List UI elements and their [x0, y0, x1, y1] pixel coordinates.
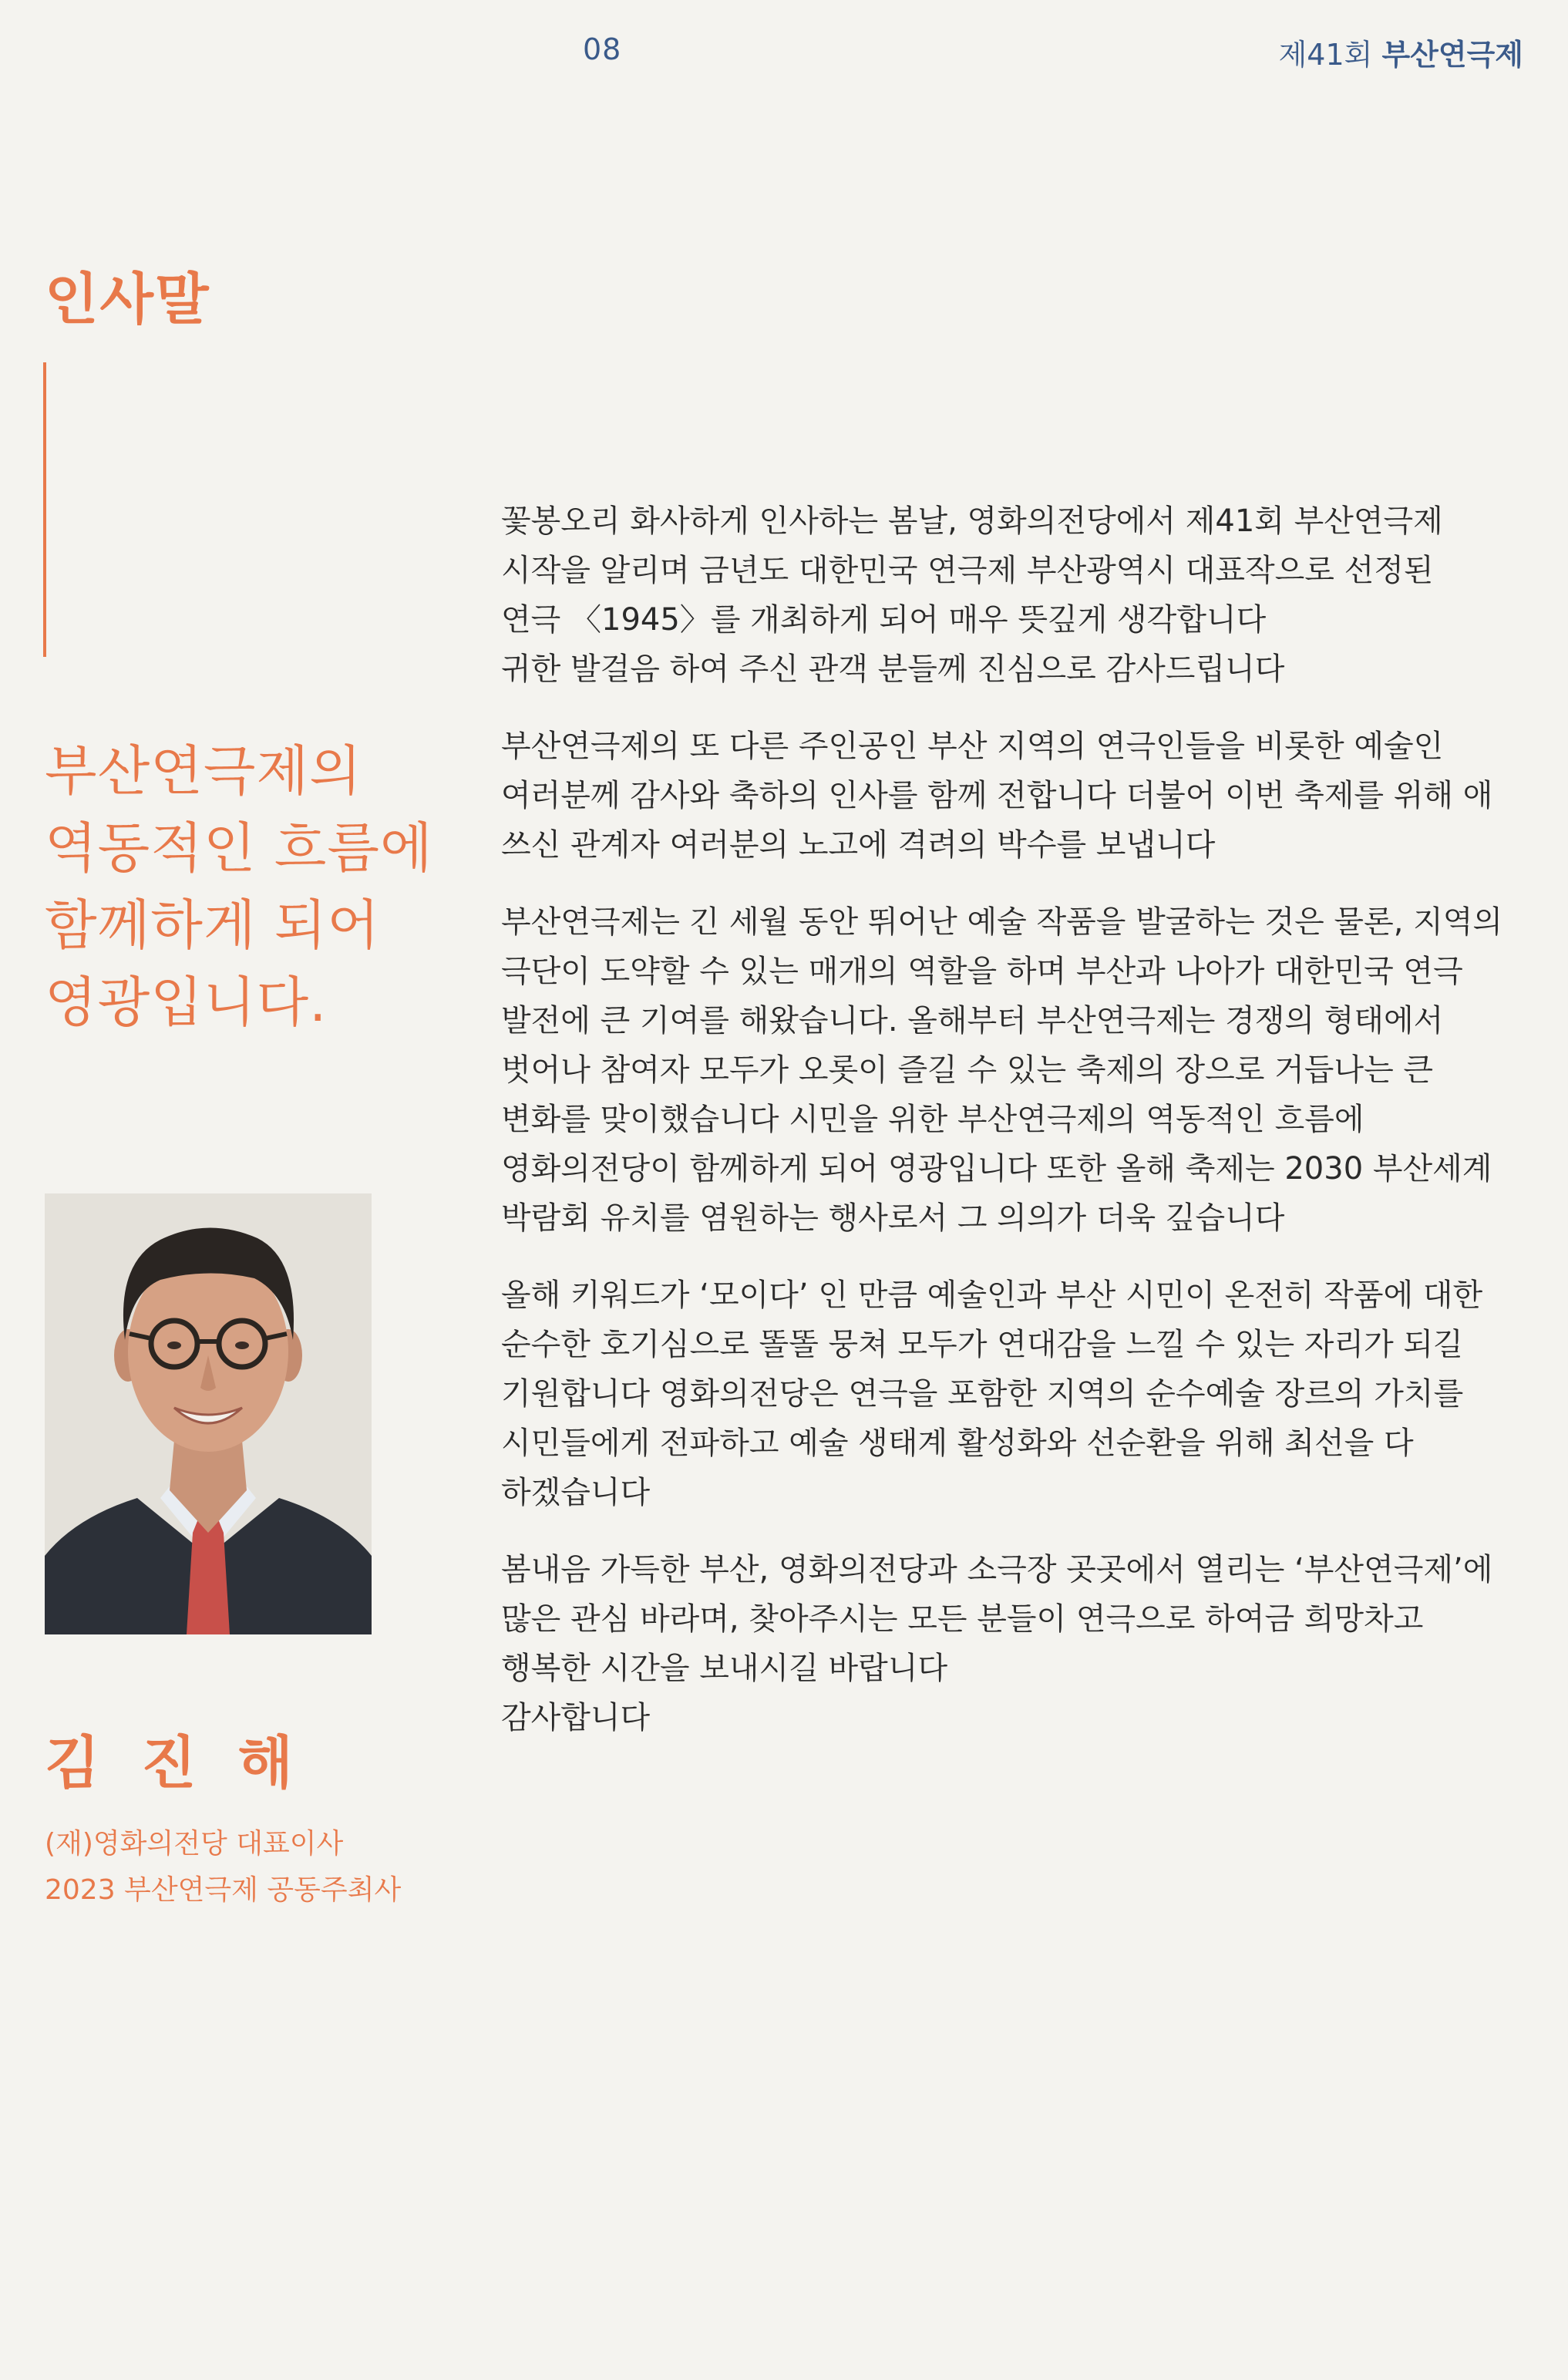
body-line: 박람회 유치를 염원하는 행사로서 그 의의가 더욱 깊습니다 [501, 1200, 1285, 1236]
body-line: 벗어나 참여자 모두가 오롯이 즐길 수 있는 축제의 장으로 거듭나는 큰 [501, 1052, 1434, 1088]
body-line: 부산연극제는 긴 세월 동안 뛰어난 예술 작품을 발굴하는 것은 물론, 지역의 [501, 904, 1503, 940]
body-line: 여러분께 감사와 축하의 인사를 함께 전합니다 더불어 이번 축제를 위해 애 [501, 778, 1493, 813]
pull-quote-line: 역동적인 흐름에 [45, 816, 433, 880]
speaker-role: (재)영화의전당 대표이사 [45, 1828, 344, 1860]
pull-quote [45, 732, 461, 1041]
body-line: 극단이 도약할 수 있는 매개의 역할을 하며 부산과 나아가 대한민국 연극 [501, 954, 1463, 989]
body-line: 기원합니다 영화의전당은 연극을 포함한 지역의 순수예술 장르의 가치를 [501, 1376, 1464, 1412]
event-edition: 제41회 [1278, 38, 1382, 72]
page-number: 08 [583, 32, 622, 66]
speaker-role-secondary: 2023 부산연극제 공동주최사 [45, 1874, 402, 1906]
body-paragraph [501, 1545, 1534, 1742]
body-paragraph [501, 897, 1534, 1243]
body-line: 변화를 맞이했습니다 시민을 위한 부산연극제의 역동적인 흐름에 [501, 1102, 1364, 1137]
body-line: 시민들에게 전파하고 예술 생태계 활성화와 선순환을 위해 최선을 다 [501, 1426, 1414, 1461]
body-line: 감사합니다 [501, 1700, 651, 1735]
event-name: 부산연극제 [1381, 38, 1523, 72]
accent-bar [43, 362, 46, 657]
body-line: 올해 키워드가 ‘모이다’ 인 만큼 예술인과 부산 시민이 온전히 작품에 대한 [501, 1278, 1483, 1313]
body-line: 부산연극제의 또 다른 주인공인 부산 지역의 연극인들을 비롯한 예술인 [501, 729, 1444, 764]
body-line: 시작을 알리며 금년도 대한민국 연극제 부산광역시 대표작으로 선정된 [501, 553, 1434, 588]
speaker-portrait [45, 1193, 372, 1634]
pull-quote-line: 영광입니다. [45, 971, 328, 1034]
body-line: 귀한 발걸음 하여 주신 관객 분들께 진심으로 감사드립니다 [501, 651, 1285, 687]
body-line: 쓰신 관계자 여러분의 노고에 격려의 박수를 보냅니다 [501, 827, 1216, 863]
body-paragraph [501, 497, 1534, 694]
speaker-name: 김 진 해 [45, 1730, 304, 1796]
body-line: 많은 관심 바라며, 찾아주시는 모든 분들이 연극으로 하여금 희망차고 [501, 1601, 1424, 1637]
speaker-affiliation [45, 1821, 401, 1914]
portrait-illustration [45, 1193, 372, 1634]
running-head [1279, 31, 1523, 73]
body-line: 발전에 큰 기여를 해왔습니다. 올해부터 부산연극제는 경쟁의 형태에서 [501, 1003, 1444, 1039]
pull-quote-line: 함께하게 되어 [45, 894, 380, 957]
greeting-body [501, 497, 1534, 1770]
body-line: 순수한 호기심으로 똘똘 뭉쳐 모두가 연대감을 느낄 수 있는 자리가 되길 [501, 1327, 1463, 1362]
body-line: 하겠습니다 [501, 1475, 651, 1510]
section-title: 인사말 [45, 267, 210, 332]
body-line: 행복한 시간을 보내시길 바랍니다 [501, 1651, 948, 1686]
body-line: 꽃봉오리 화사하게 인사하는 봄날, 영화의전당에서 제41회 부산연극제 [501, 503, 1443, 539]
body-line: 봄내음 가득한 부산, 영화의전당과 소극장 곳곳에서 열리는 ‘부산연극제’에 [501, 1552, 1493, 1587]
pull-quote-line: 부산연극제의 [45, 739, 362, 803]
body-line: 영화의전당이 함께하게 되어 영광입니다 또한 올해 축제는 2030 부산세계 [501, 1151, 1492, 1187]
body-paragraph [501, 1271, 1534, 1517]
body-paragraph [501, 722, 1534, 870]
body-line: 연극 〈1945〉를 개최하게 되어 매우 뜻깊게 생각합니다 [501, 602, 1267, 638]
